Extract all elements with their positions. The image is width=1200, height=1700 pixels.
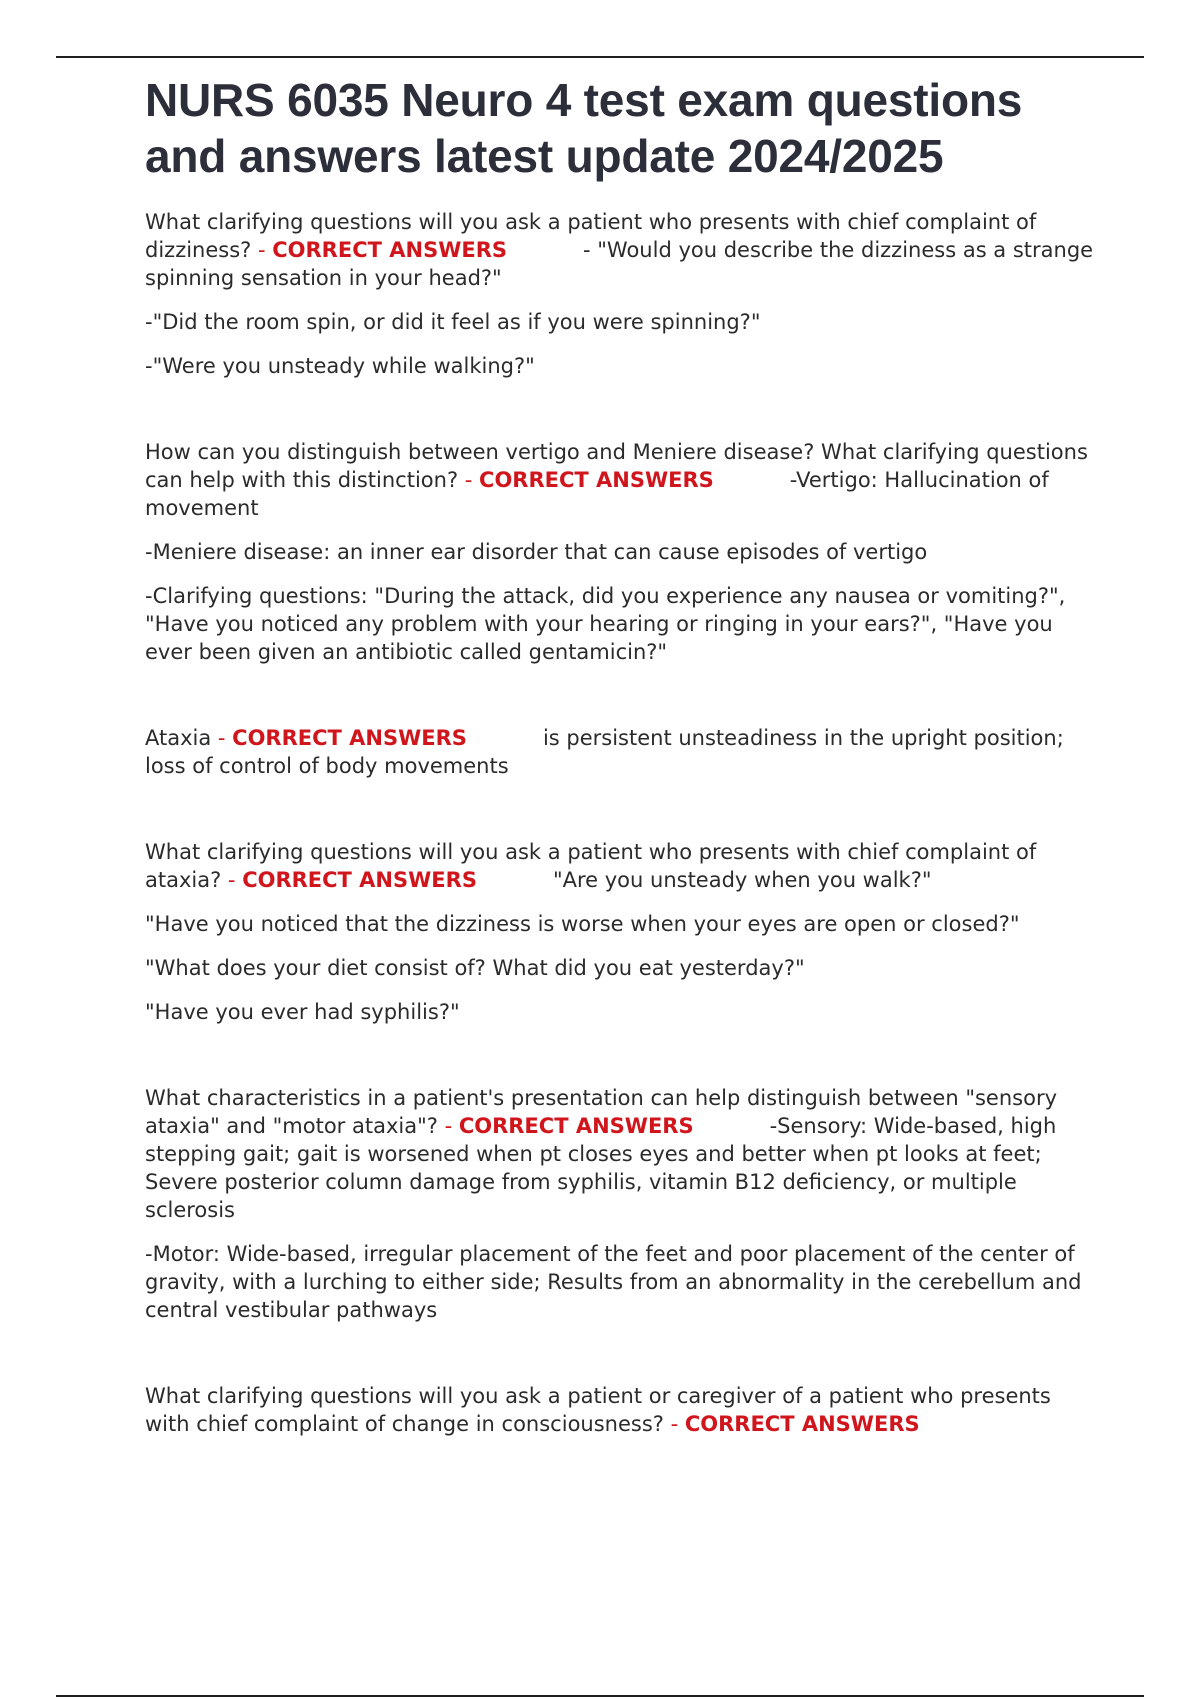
qa-item [145,838,1095,1026]
qa-question-line [145,1084,1095,1224]
separator: - [211,726,233,750]
question-text: What clarifying questions will you ask a patient who presents with chief complaint of ataxia? [145,840,1037,892]
answer-line: -"Were you unsteady while walking?" [145,354,535,378]
item-spacer [145,396,1095,438]
correct-answers-marker: CORRECT ANSWERS [242,868,477,892]
answer-line: "Have you ever had syphilis?" [145,1000,460,1024]
qa-item [145,1382,1095,1438]
document-body [145,72,1095,1454]
qa-item [145,208,1095,380]
item-spacer [145,682,1095,724]
separator: - [437,1114,459,1138]
question-text: How can you distinguish between vertigo and Meniere disease? What clarifying questions can help with this distinction? [145,440,1088,492]
qa-item [145,1084,1095,1324]
item-spacer [145,1340,1095,1382]
answer-line: -Meniere disease: an inner ear disorder that can cause episodes of vertigo [145,540,928,564]
answer-line: "Have you noticed that the dizziness is worse when your eyes are open or closed?" [145,912,1020,936]
question-text: What clarifying questions will you ask a patient who presents with chief complaint of dizziness? [145,210,1037,262]
correct-answers-marker: CORRECT ANSWERS [479,468,714,492]
qa-question-line [145,724,1095,780]
qa-question-line [145,438,1095,522]
answer-text: - "Would you describe the dizziness as a strange spinning sensation in your head?" [145,238,1094,290]
item-spacer [145,1042,1095,1084]
separator: - [663,1412,685,1436]
page-title: NURS 6035 Neuro 4 test exam questions and answers latest update 2024/2025 [145,74,1023,182]
separator: - [221,868,243,892]
top-rule [56,56,1144,58]
correct-answers-marker: CORRECT ANSWERS [458,1114,694,1138]
qa-question-line [145,838,1095,894]
answer-line: -Clarifying questions: "During the attack, did you experience any nausea or vomiting?", "Have you noticed any problem with your hearing or ringing in your ears?", "Have you ever been given an antibiotic called gentamicin?" [145,584,1066,664]
separator: - [251,238,273,262]
separator: - [458,468,480,492]
item-spacer [145,796,1095,838]
answer-text: -Sensory: Wide-based, high stepping gait; gait is worsened when pt closes eyes and better when pt looks at feet; Severe posterior column damage from syphilis, vitamin B12 deficiency, or multiple sclerosis [145,1114,1057,1222]
correct-answers-marker: CORRECT ANSWERS [272,238,508,262]
answer-line: -"Did the room spin, or did it feel as if you were spinning?" [145,310,761,334]
answer-text: is persistent unsteadiness in the upright position; loss of control of body movements [145,726,1064,778]
answer-text: "Are you unsteady when you walk?" [552,868,932,892]
answer-line: -Motor: Wide-based, irregular placement of the feet and poor placement of the center of gravity, with a lurching to either side; Results from an abnormality in the cerebellum and central vestibular pathways [145,1242,1082,1322]
question-text: What clarifying questions will you ask a patient or caregiver of a patient who presents with chief complaint of change in consciousness? [145,1384,1051,1436]
qa-item [145,438,1095,666]
answer-text: -Vertigo: Hallucination of movement [145,468,1049,520]
qa-question-line [145,208,1095,292]
question-text: Ataxia [145,726,212,750]
bottom-rule [56,1695,1144,1697]
correct-answers-marker: CORRECT ANSWERS [684,1412,920,1436]
question-text: What characteristics in a patient's presentation can help distinguish between "sensory ataxia" and "motor ataxia"? [145,1086,1058,1138]
answer-line: "What does your diet consist of? What did you eat yesterday?" [145,956,805,980]
qa-question-line [145,1382,1095,1438]
correct-answers-marker: CORRECT ANSWERS [232,726,467,750]
qa-item [145,724,1095,780]
